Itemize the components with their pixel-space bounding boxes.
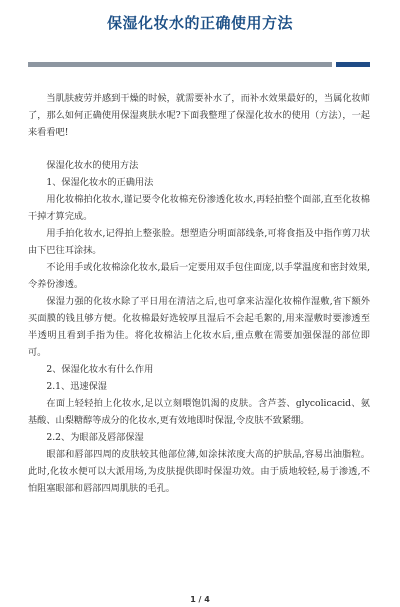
subsection-heading: 2.1、迅速保湿 xyxy=(46,381,107,392)
paragraph-gap xyxy=(28,141,370,157)
body-paragraph: 不论用手或化妆棉涂化妆水,最后一定要用双手包住面庞,以手掌温度和密封效果,令养份渗透。 xyxy=(28,262,370,290)
body-paragraph: 用手拍化妆水,记得拍上整张脸。想塑造分明面部线条,可将食指及中指作剪刀状由下巴往耳涂抹。 xyxy=(28,228,370,256)
subsection-heading: 2、保湿化妆水有什么作用 xyxy=(46,364,154,375)
document-body xyxy=(28,90,370,497)
intro-paragraph: 当肌肤疲劳并感到干燥的时候，就需要补水了，而补水效果最好的，当属化妆师了，那么如何正确使用保湿爽肤水呢?下面我整理了保湿化妆水的使用（方法），一起来看看吧! xyxy=(28,93,370,138)
document-title: 保湿化妆水的正确使用方法 xyxy=(106,14,293,32)
title-divider-gray xyxy=(28,62,332,67)
section-heading: 保湿化妆水的使用方法 xyxy=(46,160,139,171)
body-paragraph: 眼部和唇部四周的皮肤较其他部位薄,如涂抹浓度大高的护肤品,容易出油脂粒。此时,化妆水便可以大派用场,为皮肤提供即时保湿功效。由于质地较轻,易于渗透,不怕阻塞眼部和唇部四周肌肤的毛孔。 xyxy=(28,449,370,494)
subsection-heading: 2.2、为眼部及唇部保湿 xyxy=(46,432,144,443)
title-divider-blue xyxy=(336,62,370,67)
body-paragraph: 保湿力强的化妆水除了平日用在清洁之后,也可拿来沾湿化妆棉作湿敷,省下额外买面膜的钱且够方便。化妆棉最好选较厚且湿后不会起毛絮的,用来湿敷时要渗透至半透明且看到手指为佳。将化妆棉沾上化妆水后,重点敷在需要加强保湿的部位即可。 xyxy=(28,296,370,358)
body-paragraph: 用化妆棉拍化妆水,谨记要令化妆棉充份渗透化妆水,再轻拍整个面部,直至化妆棉干掉才算完成。 xyxy=(28,194,370,222)
subsection-heading: 1、保湿化妆水的正确用法 xyxy=(46,177,154,188)
page-indicator: 1 / 4 xyxy=(190,595,210,604)
body-paragraph: 在面上轻轻拍上化妆水,足以立刻喂饱饥渴的皮肤。含芦荟、glycolicacid、氨基酸、山梨糖醇等成分的化妆水,更有效地即时保湿,令皮肤不致紧绷。 xyxy=(28,398,370,426)
